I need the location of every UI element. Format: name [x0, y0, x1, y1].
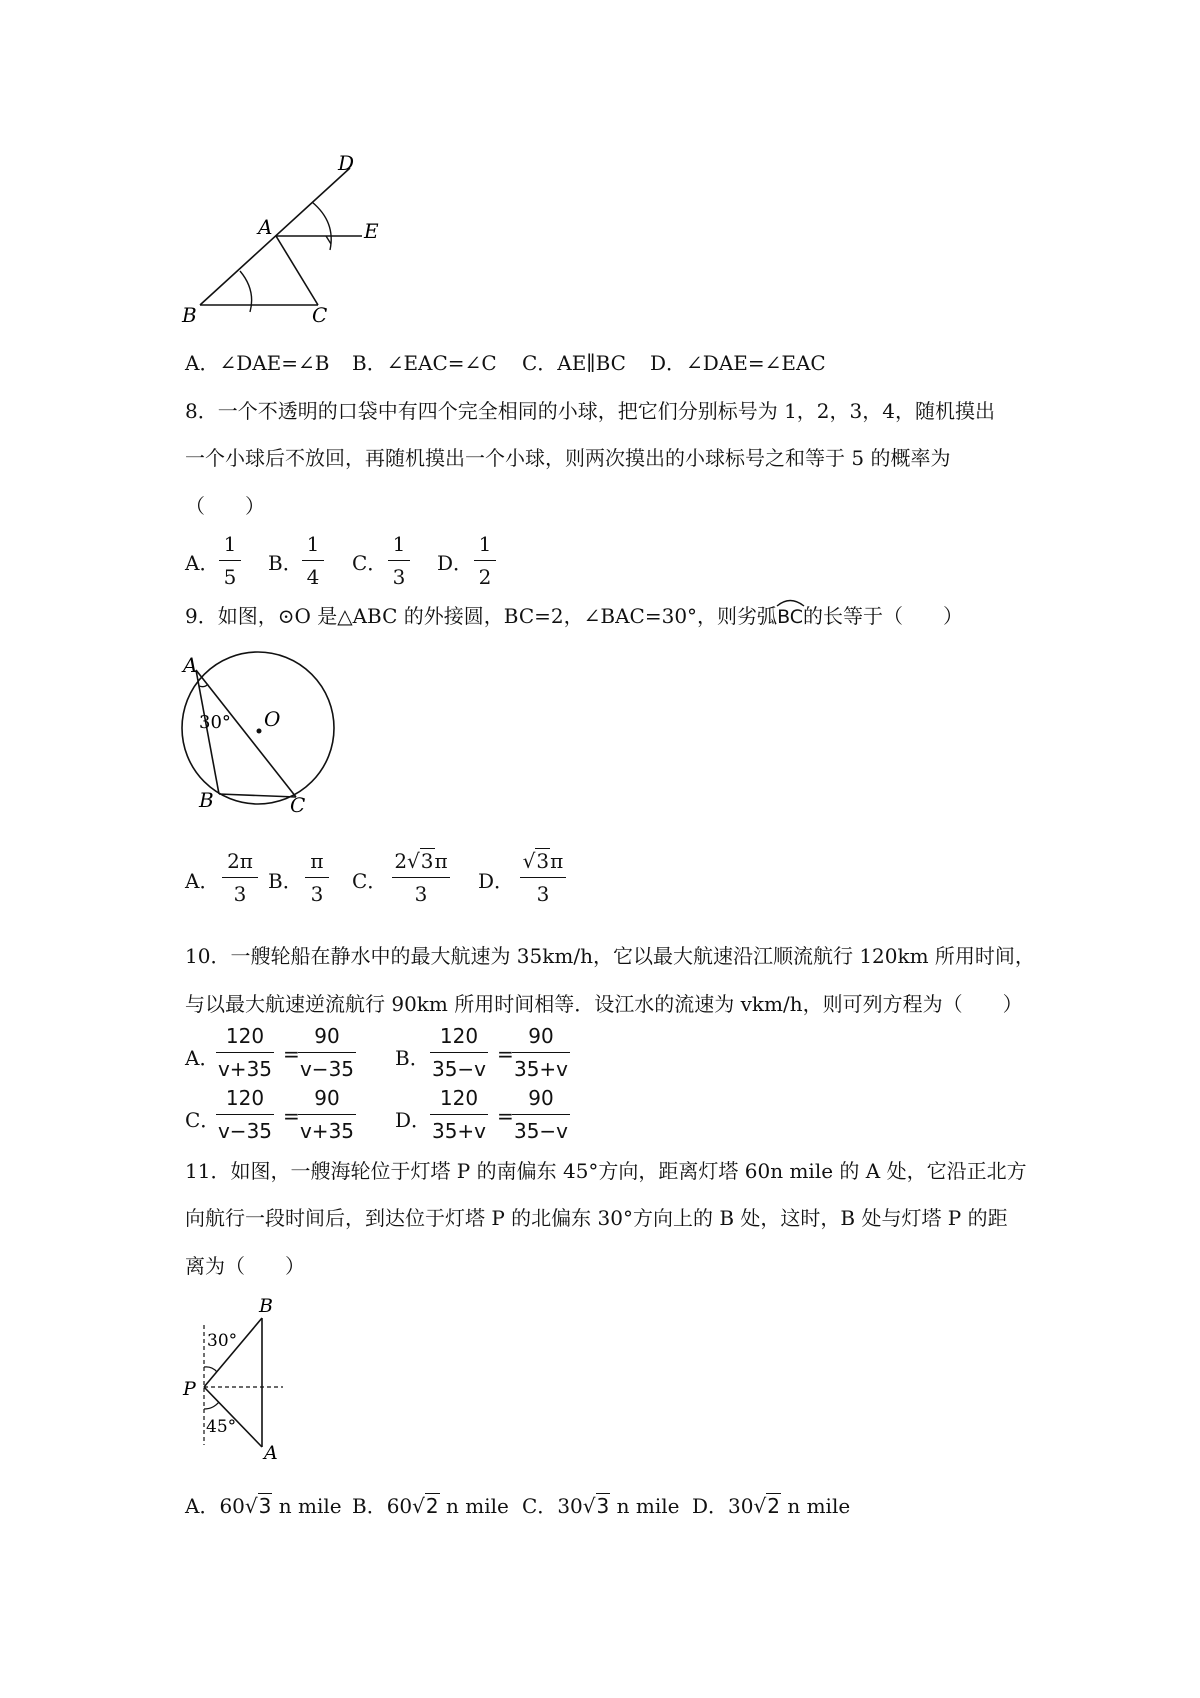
label-angle: 30° — [199, 712, 231, 733]
sqrt-symbol: √3 — [244, 1494, 272, 1518]
q11-text-line3: 离为（ ） — [185, 1254, 305, 1278]
q7-option-d: D．∠DAE=∠EAC — [650, 351, 826, 375]
q10-option-c-left: 120 v−35 — [217, 1086, 273, 1143]
fraction-numerator: 2π — [227, 849, 253, 873]
q8-option-b-letter: B． — [268, 551, 303, 575]
fraction-numerator: π — [310, 849, 324, 873]
arc-at-b — [240, 271, 252, 312]
equals-sign: = — [283, 1042, 300, 1066]
q8-option-d-letter: D． — [437, 551, 474, 575]
q9-option-b-letter: B． — [268, 869, 303, 893]
q7-option-a: A．∠DAE=∠B — [185, 351, 330, 375]
q7-option-b: B．∠EAC=∠C — [352, 351, 497, 375]
sqrt-symbol: √3 — [522, 849, 550, 873]
label-a: A — [258, 215, 273, 239]
label-b: B — [259, 1295, 273, 1317]
sqrt-symbol: √2 — [753, 1494, 780, 1518]
label-b: B — [199, 788, 214, 812]
q9-option-a-letter: A． — [185, 869, 220, 893]
q8-text-line2: 一个小球后不放回，再随机摸出一个小球，则两次摸出的小球标号之和等于 5 的概率为 — [185, 446, 951, 470]
q9-text — [185, 600, 963, 629]
fraction-numerator: 1 — [478, 532, 492, 556]
line-ac — [196, 670, 296, 797]
fraction-numerator: 1 — [306, 532, 320, 556]
fraction-numerator: 2√3π — [394, 849, 448, 873]
q9-option-a-fraction — [222, 847, 258, 908]
q8-option-c-fraction — [388, 530, 410, 591]
angle-arc-45 — [204, 1402, 219, 1409]
q8-option-d-fraction — [474, 530, 496, 591]
q11-option-c: C．30√3 n mile — [522, 1494, 680, 1518]
q8-option-c-letter: C． — [352, 551, 388, 575]
q9-text-after: 的长等于（ ） — [803, 604, 964, 628]
q9-text-before: 9．如图，⊙O 是△ABC 的外接圆，BC=2，∠BAC=30°，则劣弧 — [185, 604, 778, 628]
arc-symbol — [776, 597, 806, 607]
q10-option-d-left: 120 35+v — [431, 1086, 487, 1143]
q10-text-line1: 10．一艘轮船在静水中的最大航速为 35km/h，它以最大航速沿江顺流航行 120km 所用时间， — [185, 944, 1035, 968]
q10-option-b-letter: B． — [395, 1046, 430, 1070]
center-dot — [257, 729, 262, 734]
q9-option-c-letter: C． — [352, 869, 388, 893]
label-a: A — [264, 1442, 278, 1460]
q10-option-a-left: 120 v+35 — [217, 1024, 273, 1081]
q8-option-a-fraction — [219, 530, 241, 591]
label-c: C — [312, 303, 328, 327]
sqrt-symbol: √2 — [412, 1494, 439, 1518]
figure-q11 — [180, 1290, 290, 1460]
q10-option-c-right: 90 v+35 — [299, 1086, 355, 1143]
arc-tick — [326, 236, 331, 244]
q9-option-d-letter: D． — [478, 869, 515, 893]
fraction-denominator: 3 — [414, 882, 428, 906]
fraction-denominator: 3 — [233, 882, 247, 906]
figure-q9 — [178, 650, 358, 820]
fraction-numerator: 1 — [223, 532, 237, 556]
fraction-numerator: √3π — [522, 849, 564, 873]
q10-option-b-right: 90 35+v — [513, 1024, 569, 1081]
arc-at-a — [312, 202, 331, 250]
q9-option-d-fraction — [520, 847, 566, 908]
line-pb — [204, 1318, 262, 1387]
q10-option-c-letter: C． — [185, 1108, 221, 1132]
q8-option-b-fraction — [302, 530, 324, 591]
q11-option-d: D．30√2 n mile — [692, 1494, 851, 1518]
equals-sign: = — [497, 1104, 514, 1128]
q11-option-a: A．60√3 n mile — [185, 1494, 342, 1518]
q10-text-line2: 与以最大航速逆流航行 90km 所用时间相等．设江水的流速为 vkm/h，则可列方程为（ ） — [185, 992, 1023, 1016]
equals-sign: = — [497, 1042, 514, 1066]
arc-bc-notation — [777, 604, 803, 628]
fraction-denominator: 2 — [478, 565, 492, 589]
q10-option-d-letter: D． — [395, 1108, 432, 1132]
q10-option-d-right: 90 35−v — [513, 1086, 569, 1143]
label-d: D — [338, 151, 355, 175]
label-c: C — [290, 793, 306, 817]
fraction-denominator: 5 — [223, 565, 237, 589]
sqrt-symbol: √3 — [582, 1494, 610, 1518]
q9-option-b-fraction — [305, 847, 329, 908]
line-ac — [276, 236, 318, 305]
q10-option-a-right: 90 v−35 — [299, 1024, 355, 1081]
line-bc — [219, 794, 296, 797]
arc-label: BC — [777, 606, 804, 628]
label-angle-30: 30° — [207, 1331, 238, 1351]
fraction-denominator: 3 — [392, 565, 406, 589]
q8-text-line3: （ ） — [185, 494, 265, 518]
q11-text-line2: 向航行一段时间后，到达位于灯塔 P 的北偏东 30°方向上的 B 处，这时，B 处与灯塔 P 的距 — [185, 1206, 1008, 1230]
label-a: A — [183, 653, 198, 677]
sqrt-symbol: √3 — [407, 849, 434, 873]
angle-arc-30 — [204, 1367, 217, 1372]
q10-option-a-letter: A． — [185, 1046, 220, 1070]
label-angle-45: 45° — [206, 1417, 237, 1437]
q11-option-b: B．60√2 n mile — [352, 1494, 509, 1518]
figure-q7 — [180, 150, 390, 330]
q8-option-a-letter: A． — [185, 551, 220, 575]
fraction-denominator: 3 — [536, 882, 550, 906]
fraction-numerator: 1 — [392, 532, 406, 556]
label-p: P — [183, 1378, 196, 1400]
equals-sign: = — [283, 1104, 300, 1128]
label-b: B — [182, 303, 197, 327]
q8-text-line1: 8．一个不透明的口袋中有四个完全相同的小球，把它们分别标号为 1，2，3，4，随机摸出 — [185, 399, 995, 423]
q11-text-line1: 11．如图，一艘海轮位于灯塔 P 的南偏东 45°方向，距离灯塔 60n mile 的 A 处，它沿正北方 — [185, 1159, 1027, 1183]
label-e: E — [364, 219, 379, 243]
q10-option-b-left: 120 35−v — [431, 1024, 487, 1081]
q7-option-c: C．AE∥BC — [522, 351, 626, 375]
q9-option-c-fraction — [392, 847, 450, 908]
fraction-denominator: 3 — [310, 882, 324, 906]
label-o: O — [264, 707, 281, 731]
fraction-denominator: 4 — [306, 565, 320, 589]
